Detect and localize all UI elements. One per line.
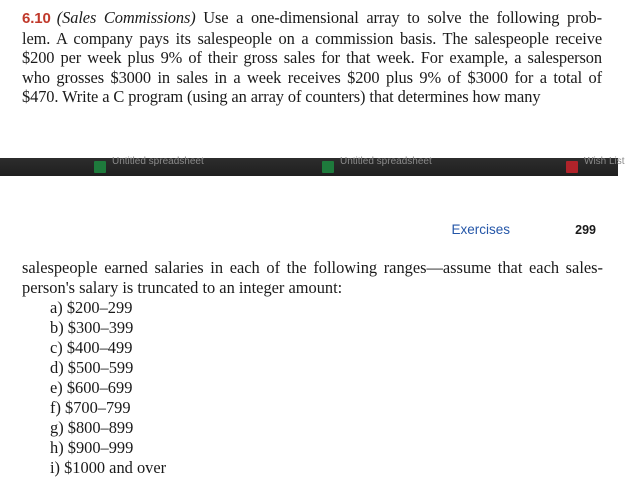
taskbar-item-spreadsheet-2[interactable]: [322, 155, 432, 173]
list-item: b) $300–399: [50, 318, 134, 337]
app-icon: [566, 161, 578, 173]
taskbar-item-spreadsheet-1[interactable]: [94, 155, 204, 173]
problem-line-2: lem. A company pays its salespeople on a commission basis. The salespeople receive: [22, 28, 602, 48]
spreadsheet-icon: [322, 161, 334, 173]
problem-title: (Sales Commissions): [56, 8, 196, 27]
continuation-line-2: person's salary is truncated to an integer amount:: [22, 277, 343, 297]
list-item: h) $900–999: [50, 438, 134, 457]
previous-page-section: [0, 0, 618, 158]
list-item: i) $1000 and over: [50, 458, 167, 477]
problem-line-5: $470. Write a C program (using an array of counters) that determines how many: [22, 87, 541, 107]
taskbar-item-label: Wish List: [584, 155, 625, 167]
taskbar-item-app[interactable]: [566, 155, 625, 173]
problem-line-3: $200 per week plus 9% of their gross sales for that week. For example, a salesperson: [22, 48, 602, 68]
exercise-6-10-text: [22, 8, 602, 107]
list-item: c) $400–499: [50, 338, 133, 357]
list-item: f) $700–799: [50, 398, 131, 417]
list-item: e) $600–699: [50, 378, 133, 397]
list-item: d) $500–599: [50, 358, 134, 377]
page-header: [0, 176, 618, 246]
running-head: Exercises: [451, 222, 510, 237]
problem-line-1-rest: Use a one-dimensional array to solve the following prob-: [203, 8, 602, 27]
salary-range-list: [50, 298, 166, 478]
problem-line-1: [22, 8, 602, 29]
taskbar-item-label: Untitled spreadsheet: [340, 155, 432, 167]
spreadsheet-icon: [94, 161, 106, 173]
problem-number: 6.10: [22, 10, 51, 27]
problem-line-4: who grosses $3000 in sales in a week receives $200 plus 9% of $3000 for a total of: [22, 67, 602, 87]
taskbar-strip: [0, 155, 625, 176]
page-number: 299: [575, 223, 596, 237]
taskbar-item-label: Untitled spreadsheet: [112, 155, 204, 167]
list-item: g) $800–899: [50, 418, 134, 437]
list-item: a) $200–299: [50, 298, 133, 317]
exercise-continuation-text: [22, 258, 603, 297]
continuation-line-1: salespeople earned salaries in each of the following ranges—assume that each sales-: [22, 258, 603, 277]
